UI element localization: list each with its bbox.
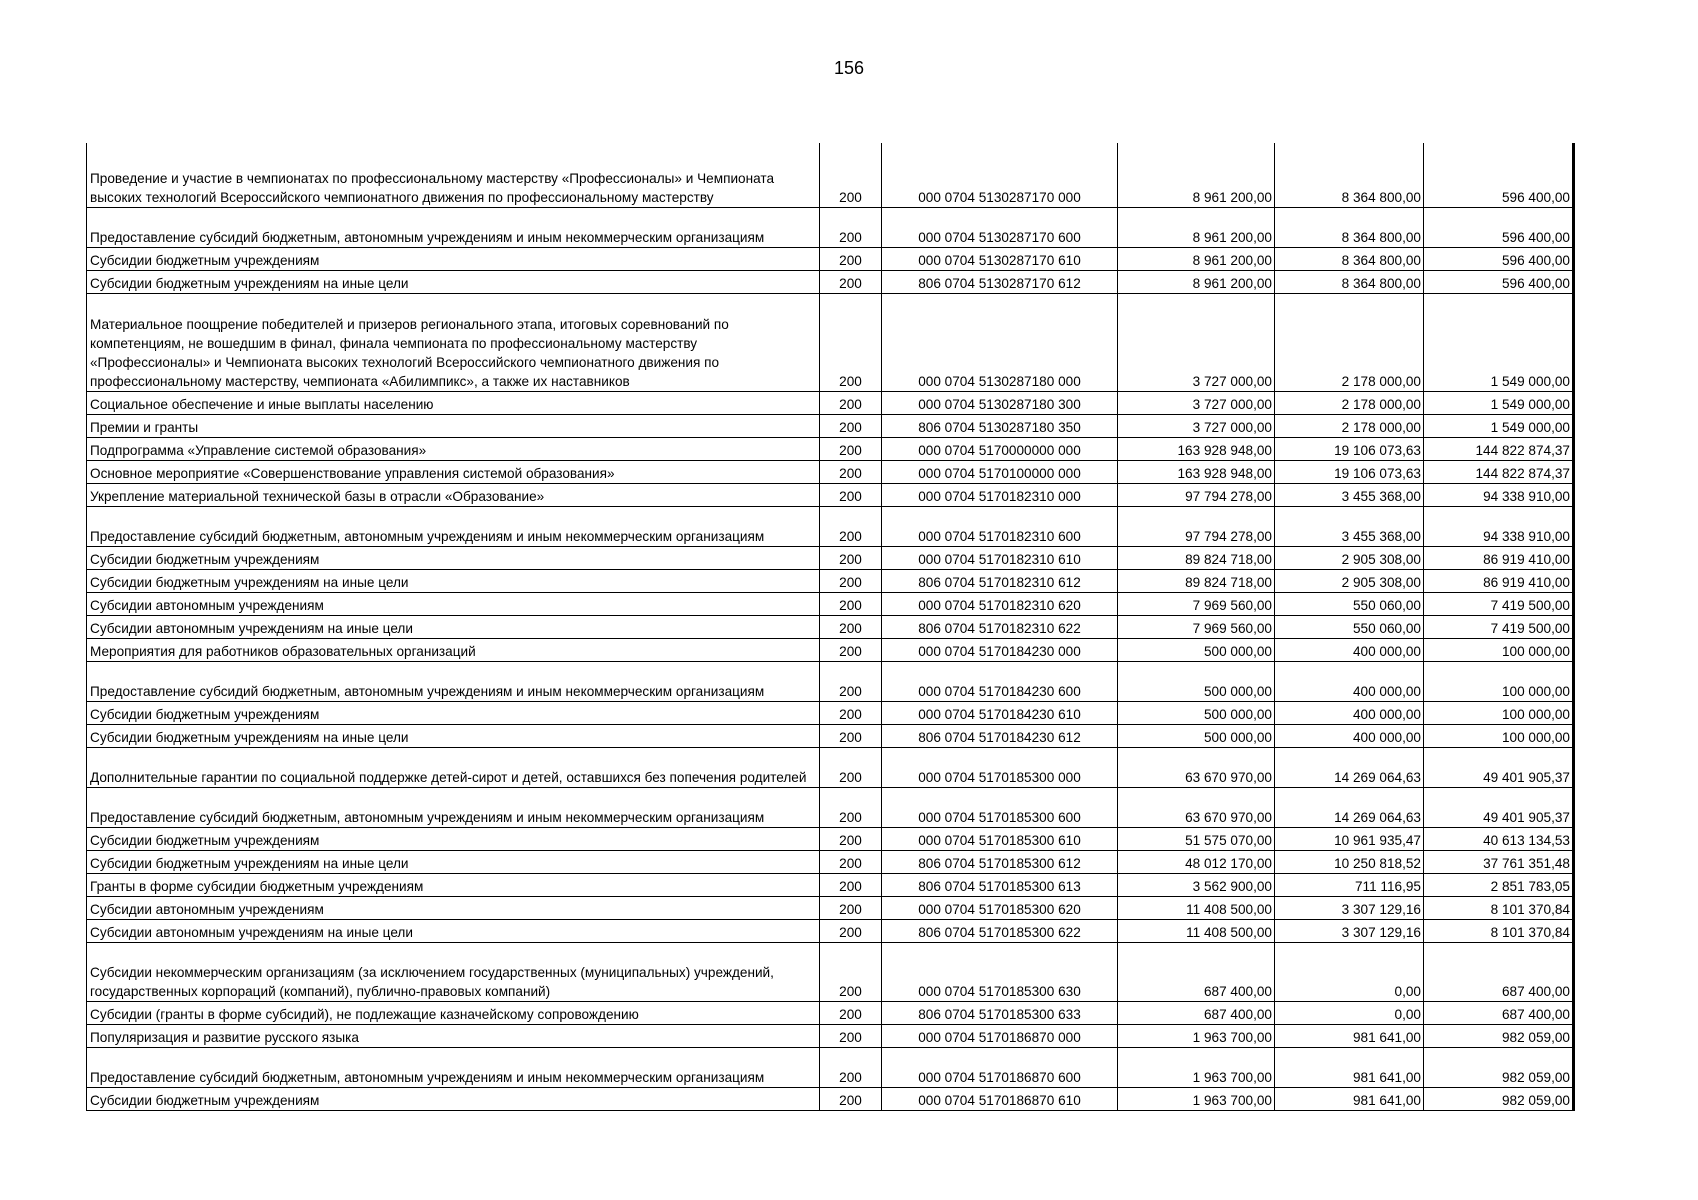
row-approved-amount: 63 670 970,00 [1118, 747, 1275, 787]
row-executed-amount: 2 905 308,00 [1275, 546, 1424, 569]
row-approved-amount: 7 969 560,00 [1118, 615, 1275, 638]
row-line-code: 200 [820, 701, 882, 724]
table-row [87, 1001, 1574, 1024]
row-name: Субсидии бюджетным учреждениям на иные цели [87, 850, 820, 873]
row-name: Основное мероприятие «Совершенствование управления системой образования» [87, 460, 820, 483]
row-approved-amount: 89 824 718,00 [1118, 569, 1275, 592]
row-line-code: 200 [820, 460, 882, 483]
table-row [87, 546, 1574, 569]
row-unexecuted-amount: 596 400,00 [1424, 270, 1574, 293]
row-approved-amount: 3 727 000,00 [1118, 414, 1275, 437]
row-budget-classification: 806 0704 5170185300 612 [882, 850, 1118, 873]
row-line-code: 200 [820, 827, 882, 850]
table-body [87, 143, 1574, 1110]
row-executed-amount: 3 455 368,00 [1275, 483, 1424, 506]
row-approved-amount: 51 575 070,00 [1118, 827, 1275, 850]
row-name: Предоставление субсидий бюджетным, автономным учреждениям и иным некоммерческим организациям [87, 207, 820, 247]
table-row [87, 942, 1574, 1001]
row-budget-classification: 000 0704 5170185300 600 [882, 787, 1118, 827]
row-executed-amount: 400 000,00 [1275, 724, 1424, 747]
row-name: Субсидии (гранты в форме субсидий), не подлежащие казначейскому сопровождению [87, 1001, 820, 1024]
row-unexecuted-amount: 100 000,00 [1424, 701, 1574, 724]
row-unexecuted-amount: 2 851 783,05 [1424, 873, 1574, 896]
row-executed-amount: 981 641,00 [1275, 1087, 1424, 1110]
row-line-code: 200 [820, 143, 882, 207]
row-unexecuted-amount: 49 401 905,37 [1424, 787, 1574, 827]
row-line-code: 200 [820, 207, 882, 247]
row-budget-classification: 806 0704 5170182310 612 [882, 569, 1118, 592]
row-unexecuted-amount: 982 059,00 [1424, 1024, 1574, 1047]
row-budget-classification: 000 0704 5130287170 610 [882, 247, 1118, 270]
row-approved-amount: 500 000,00 [1118, 701, 1275, 724]
row-name: Мероприятия для работников образовательных организаций [87, 638, 820, 661]
row-line-code: 200 [820, 896, 882, 919]
row-line-code: 200 [820, 724, 882, 747]
row-budget-classification: 000 0704 5170182310 600 [882, 506, 1118, 546]
row-unexecuted-amount: 1 549 000,00 [1424, 414, 1574, 437]
row-line-code: 200 [820, 546, 882, 569]
row-line-code: 200 [820, 747, 882, 787]
row-approved-amount: 48 012 170,00 [1118, 850, 1275, 873]
row-budget-classification: 000 0704 5170000000 000 [882, 437, 1118, 460]
row-approved-amount: 7 969 560,00 [1118, 592, 1275, 615]
row-approved-amount: 163 928 948,00 [1118, 437, 1275, 460]
row-line-code: 200 [820, 1087, 882, 1110]
row-budget-classification: 000 0704 5170186870 610 [882, 1087, 1118, 1110]
row-name: Гранты в форме субсидии бюджетным учреждениям [87, 873, 820, 896]
row-budget-classification: 806 0704 5170185300 622 [882, 919, 1118, 942]
row-approved-amount: 500 000,00 [1118, 724, 1275, 747]
row-executed-amount: 2 178 000,00 [1275, 391, 1424, 414]
row-budget-classification: 806 0704 5130287170 612 [882, 270, 1118, 293]
table-row [87, 896, 1574, 919]
row-name: Субсидии бюджетным учреждениям [87, 247, 820, 270]
row-budget-classification: 806 0704 5170185300 633 [882, 1001, 1118, 1024]
row-approved-amount: 97 794 278,00 [1118, 483, 1275, 506]
table-row [87, 506, 1574, 546]
row-line-code: 200 [820, 1047, 882, 1087]
table-row [87, 615, 1574, 638]
row-line-code: 200 [820, 638, 882, 661]
row-name: Субсидии автономным учреждениям на иные цели [87, 615, 820, 638]
table-row [87, 638, 1574, 661]
row-line-code: 200 [820, 437, 882, 460]
row-approved-amount: 3 562 900,00 [1118, 873, 1275, 896]
row-name: Субсидии бюджетным учреждениям на иные цели [87, 270, 820, 293]
row-name: Дополнительные гарантии по социальной поддержке детей-сирот и детей, оставшихся без попечения родителей [87, 747, 820, 787]
row-unexecuted-amount: 37 761 351,48 [1424, 850, 1574, 873]
table-row [87, 747, 1574, 787]
row-unexecuted-amount: 100 000,00 [1424, 638, 1574, 661]
row-unexecuted-amount: 144 822 874,37 [1424, 437, 1574, 460]
row-unexecuted-amount: 94 338 910,00 [1424, 483, 1574, 506]
row-budget-classification: 000 0704 5170185300 000 [882, 747, 1118, 787]
row-name: Премии и гранты [87, 414, 820, 437]
row-budget-classification: 000 0704 5170186870 000 [882, 1024, 1118, 1047]
row-budget-classification: 000 0704 5170182310 620 [882, 592, 1118, 615]
row-executed-amount: 10 250 818,52 [1275, 850, 1424, 873]
table-row [87, 207, 1574, 247]
row-budget-classification: 806 0704 5170185300 613 [882, 873, 1118, 896]
row-executed-amount: 3 455 368,00 [1275, 506, 1424, 546]
row-line-code: 200 [820, 1024, 882, 1047]
row-budget-classification: 000 0704 5130287180 000 [882, 293, 1118, 391]
row-budget-classification: 000 0704 5170182310 000 [882, 483, 1118, 506]
row-executed-amount: 14 269 064,63 [1275, 787, 1424, 827]
row-unexecuted-amount: 982 059,00 [1424, 1047, 1574, 1087]
row-unexecuted-amount: 7 419 500,00 [1424, 615, 1574, 638]
row-executed-amount: 2 178 000,00 [1275, 293, 1424, 391]
page-number: 156 [833, 58, 865, 78]
row-line-code: 200 [820, 391, 882, 414]
row-unexecuted-amount: 8 101 370,84 [1424, 919, 1574, 942]
row-executed-amount: 8 364 800,00 [1275, 143, 1424, 207]
row-line-code: 200 [820, 483, 882, 506]
row-executed-amount: 550 060,00 [1275, 592, 1424, 615]
row-budget-classification: 000 0704 5130287180 300 [882, 391, 1118, 414]
row-budget-classification: 000 0704 5130287170 000 [882, 143, 1118, 207]
row-executed-amount: 981 641,00 [1275, 1024, 1424, 1047]
table-row [87, 293, 1574, 391]
row-line-code: 200 [820, 506, 882, 546]
row-unexecuted-amount: 100 000,00 [1424, 724, 1574, 747]
row-approved-amount: 3 727 000,00 [1118, 391, 1275, 414]
budget-execution-table [86, 143, 1575, 1111]
table-row [87, 270, 1574, 293]
row-executed-amount: 2 178 000,00 [1275, 414, 1424, 437]
row-name: Подпрограмма «Управление системой образования» [87, 437, 820, 460]
row-line-code: 200 [820, 873, 882, 896]
row-unexecuted-amount: 687 400,00 [1424, 1001, 1574, 1024]
row-executed-amount: 0,00 [1275, 942, 1424, 1001]
row-name: Субсидии бюджетным учреждениям на иные цели [87, 569, 820, 592]
row-approved-amount: 63 670 970,00 [1118, 787, 1275, 827]
row-unexecuted-amount: 8 101 370,84 [1424, 896, 1574, 919]
row-name: Предоставление субсидий бюджетным, автономным учреждениям и иным некоммерческим организациям [87, 506, 820, 546]
table-row [87, 391, 1574, 414]
row-executed-amount: 10 961 935,47 [1275, 827, 1424, 850]
row-line-code: 200 [820, 270, 882, 293]
row-budget-classification: 000 0704 5170184230 610 [882, 701, 1118, 724]
row-unexecuted-amount: 596 400,00 [1424, 247, 1574, 270]
row-name: Субсидии некоммерческим организациям (за исключением государственных (муниципальных) учреждений, государственных корпораций (компаний), публично-правовых компаний) [87, 942, 820, 1001]
row-line-code: 200 [820, 919, 882, 942]
row-unexecuted-amount: 40 613 134,53 [1424, 827, 1574, 850]
table-row [87, 701, 1574, 724]
table-row [87, 592, 1574, 615]
row-name: Предоставление субсидий бюджетным, автономным учреждениям и иным некоммерческим организациям [87, 661, 820, 701]
table-row [87, 247, 1574, 270]
table-row [87, 1087, 1574, 1110]
row-executed-amount: 8 364 800,00 [1275, 247, 1424, 270]
row-line-code: 200 [820, 787, 882, 827]
row-executed-amount: 981 641,00 [1275, 1047, 1424, 1087]
row-unexecuted-amount: 94 338 910,00 [1424, 506, 1574, 546]
row-budget-classification: 806 0704 5170184230 612 [882, 724, 1118, 747]
row-unexecuted-amount: 687 400,00 [1424, 942, 1574, 1001]
row-name: Социальное обеспечение и иные выплаты населению [87, 391, 820, 414]
table-row [87, 787, 1574, 827]
row-name: Субсидии бюджетным учреждениям на иные цели [87, 724, 820, 747]
row-line-code: 200 [820, 569, 882, 592]
row-approved-amount: 3 727 000,00 [1118, 293, 1275, 391]
row-approved-amount: 687 400,00 [1118, 1001, 1275, 1024]
row-approved-amount: 1 963 700,00 [1118, 1087, 1275, 1110]
row-budget-classification: 000 0704 5170184230 000 [882, 638, 1118, 661]
row-name: Субсидии бюджетным учреждениям [87, 1087, 820, 1110]
row-budget-classification: 000 0704 5170185300 630 [882, 942, 1118, 1001]
row-budget-classification: 000 0704 5170100000 000 [882, 460, 1118, 483]
table-row [87, 437, 1574, 460]
table-row [87, 827, 1574, 850]
row-approved-amount: 163 928 948,00 [1118, 460, 1275, 483]
table-row [87, 850, 1574, 873]
row-executed-amount: 14 269 064,63 [1275, 747, 1424, 787]
row-approved-amount: 500 000,00 [1118, 638, 1275, 661]
row-unexecuted-amount: 144 822 874,37 [1424, 460, 1574, 483]
row-unexecuted-amount: 596 400,00 [1424, 143, 1574, 207]
row-name: Субсидии автономным учреждениям на иные цели [87, 919, 820, 942]
row-name: Проведение и участие в чемпионатах по профессиональному мастерству «Профессионалы» и Чемпионата высоких технологий Всероссийского чемпионатного движения по профессиональному мастерству [87, 143, 820, 207]
row-executed-amount: 711 116,95 [1275, 873, 1424, 896]
table-row [87, 1047, 1574, 1087]
row-line-code: 200 [820, 592, 882, 615]
table-row [87, 569, 1574, 592]
row-budget-classification: 000 0704 5170182310 610 [882, 546, 1118, 569]
row-line-code: 200 [820, 293, 882, 391]
row-name: Субсидии автономным учреждениям [87, 592, 820, 615]
row-approved-amount: 687 400,00 [1118, 942, 1275, 1001]
row-budget-classification: 806 0704 5170182310 622 [882, 615, 1118, 638]
row-executed-amount: 3 307 129,16 [1275, 896, 1424, 919]
row-name: Популяризация и развитие русского языка [87, 1024, 820, 1047]
row-unexecuted-amount: 86 919 410,00 [1424, 569, 1574, 592]
row-executed-amount: 19 106 073,63 [1275, 460, 1424, 483]
row-line-code: 200 [820, 850, 882, 873]
table-row [87, 661, 1574, 701]
row-name: Предоставление субсидий бюджетным, автономным учреждениям и иным некоммерческим организациям [87, 787, 820, 827]
row-line-code: 200 [820, 247, 882, 270]
table-row [87, 1024, 1574, 1047]
row-approved-amount: 89 824 718,00 [1118, 546, 1275, 569]
row-executed-amount: 8 364 800,00 [1275, 270, 1424, 293]
row-executed-amount: 19 106 073,63 [1275, 437, 1424, 460]
row-budget-classification: 000 0704 5170185300 620 [882, 896, 1118, 919]
row-line-code: 200 [820, 1001, 882, 1024]
row-approved-amount: 1 963 700,00 [1118, 1047, 1275, 1087]
row-name: Субсидии бюджетным учреждениям [87, 701, 820, 724]
row-unexecuted-amount: 100 000,00 [1424, 661, 1574, 701]
row-budget-classification: 000 0704 5170185300 610 [882, 827, 1118, 850]
row-unexecuted-amount: 1 549 000,00 [1424, 293, 1574, 391]
table-row [87, 483, 1574, 506]
row-budget-classification: 806 0704 5130287180 350 [882, 414, 1118, 437]
row-line-code: 200 [820, 661, 882, 701]
row-unexecuted-amount: 982 059,00 [1424, 1087, 1574, 1110]
row-executed-amount: 0,00 [1275, 1001, 1424, 1024]
row-line-code: 200 [820, 615, 882, 638]
table-row [87, 919, 1574, 942]
row-name: Субсидии бюджетным учреждениям [87, 546, 820, 569]
row-executed-amount: 550 060,00 [1275, 615, 1424, 638]
row-unexecuted-amount: 86 919 410,00 [1424, 546, 1574, 569]
row-unexecuted-amount: 1 549 000,00 [1424, 391, 1574, 414]
table-row [87, 873, 1574, 896]
row-approved-amount: 8 961 200,00 [1118, 207, 1275, 247]
row-unexecuted-amount: 7 419 500,00 [1424, 592, 1574, 615]
row-approved-amount: 500 000,00 [1118, 661, 1275, 701]
row-line-code: 200 [820, 414, 882, 437]
row-name: Субсидии бюджетным учреждениям [87, 827, 820, 850]
row-executed-amount: 3 307 129,16 [1275, 919, 1424, 942]
row-name: Предоставление субсидий бюджетным, автономным учреждениям и иным некоммерческим организациям [87, 1047, 820, 1087]
row-approved-amount: 11 408 500,00 [1118, 919, 1275, 942]
row-budget-classification: 000 0704 5170186870 600 [882, 1047, 1118, 1087]
row-executed-amount: 2 905 308,00 [1275, 569, 1424, 592]
row-name: Укрепление материальной технической базы в отрасли «Образование» [87, 483, 820, 506]
row-approved-amount: 8 961 200,00 [1118, 143, 1275, 207]
row-unexecuted-amount: 49 401 905,37 [1424, 747, 1574, 787]
row-approved-amount: 8 961 200,00 [1118, 247, 1275, 270]
row-approved-amount: 8 961 200,00 [1118, 270, 1275, 293]
table-row [87, 460, 1574, 483]
table-row [87, 414, 1574, 437]
row-unexecuted-amount: 596 400,00 [1424, 207, 1574, 247]
row-approved-amount: 97 794 278,00 [1118, 506, 1275, 546]
row-executed-amount: 400 000,00 [1275, 638, 1424, 661]
row-approved-amount: 1 963 700,00 [1118, 1024, 1275, 1047]
row-line-code: 200 [820, 942, 882, 1001]
row-approved-amount: 11 408 500,00 [1118, 896, 1275, 919]
row-executed-amount: 8 364 800,00 [1275, 207, 1424, 247]
table-row [87, 724, 1574, 747]
table-row [87, 143, 1574, 207]
row-executed-amount: 400 000,00 [1275, 701, 1424, 724]
row-name: Субсидии автономным учреждениям [87, 896, 820, 919]
row-budget-classification: 000 0704 5130287170 600 [882, 207, 1118, 247]
row-executed-amount: 400 000,00 [1275, 661, 1424, 701]
row-name: Материальное поощрение победителей и призеров регионального этапа, итоговых соревнований по компетенциям, не вошедшим в финал, финала чемпионата по профессиональному мастерству «Профессионалы» и Чемпионата высоких технологий Всероссийского чемпионатного движения по профессиональному мастерству, чемпионата «Абилимпикс», а также их наставников [87, 293, 820, 391]
row-budget-classification: 000 0704 5170184230 600 [882, 661, 1118, 701]
